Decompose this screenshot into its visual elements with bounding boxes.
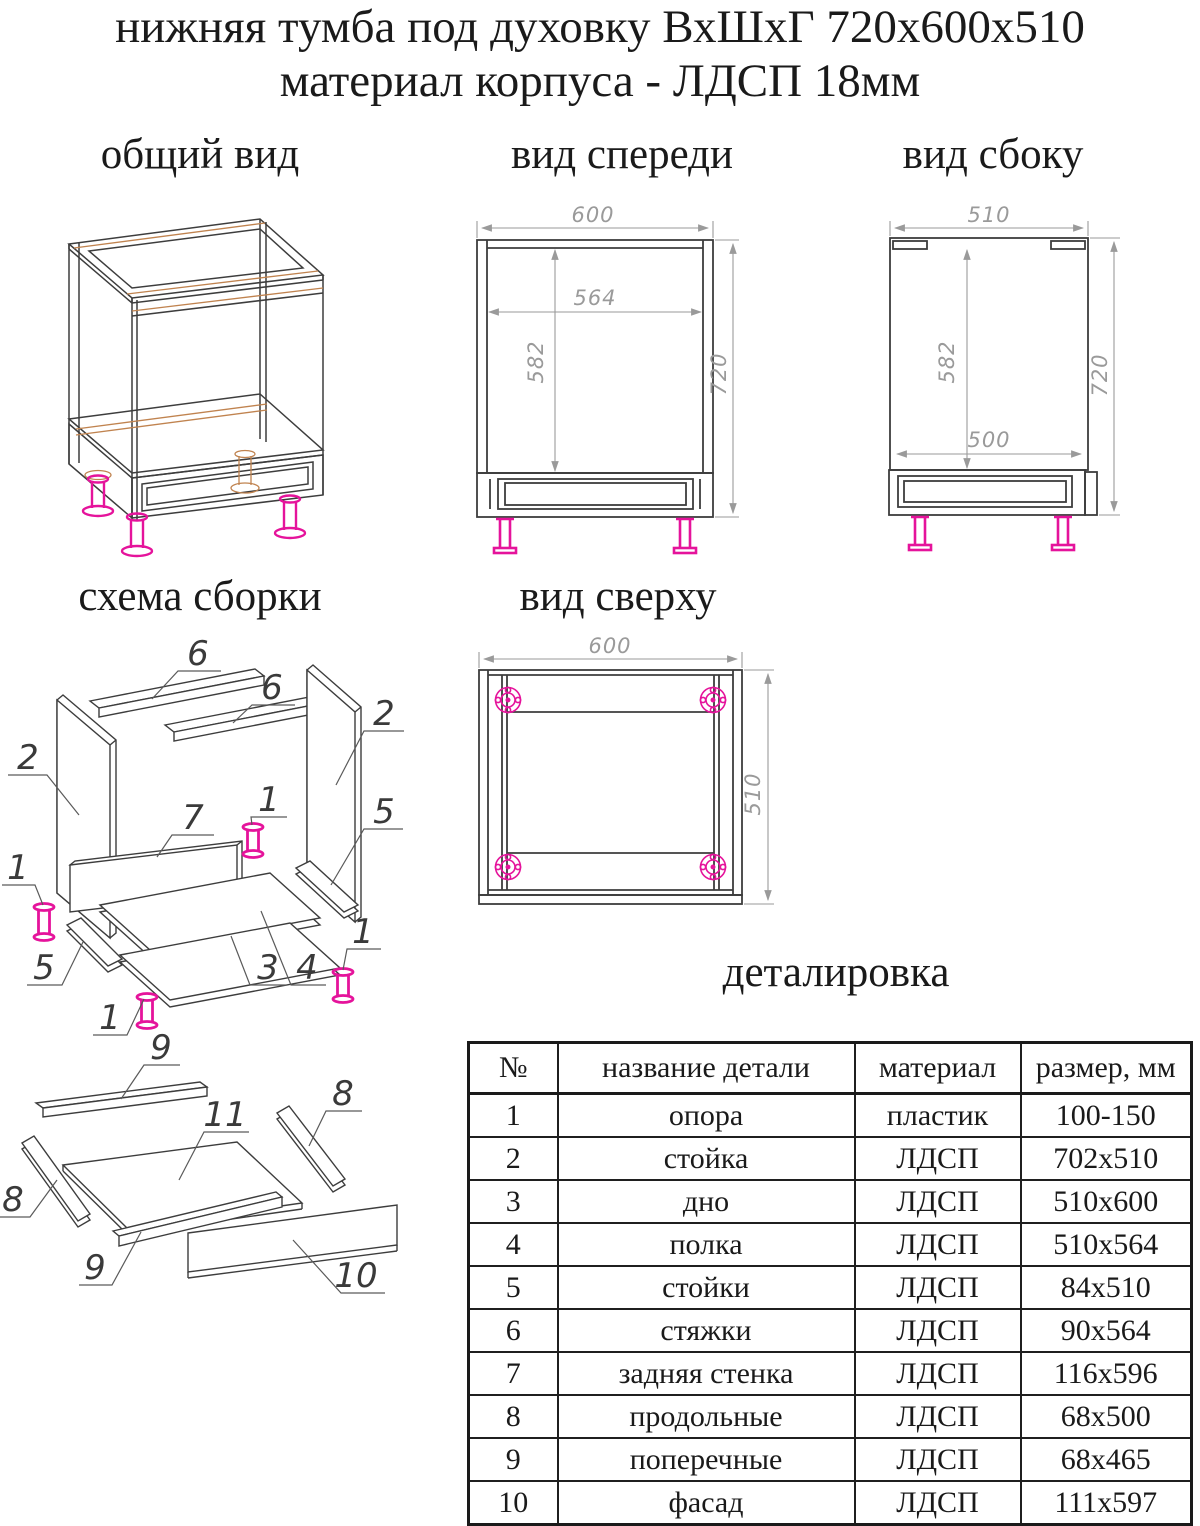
cell-size: 111x597: [1021, 1481, 1192, 1525]
cell-name: опора: [558, 1094, 855, 1138]
cell-material: ЛДСП: [855, 1180, 1021, 1223]
top-view-dim-labels: [588, 634, 765, 816]
dim-side-height: 720: [1088, 353, 1112, 397]
callout-7: 7: [182, 798, 204, 838]
cell-name: дно: [558, 1180, 855, 1223]
callout-1b: 1: [99, 998, 121, 1038]
cell-name: поперечные: [558, 1438, 855, 1481]
dim-front-width: 600: [571, 203, 615, 227]
cell-size: 68x500: [1021, 1395, 1192, 1438]
top-view-drawing: [452, 626, 792, 921]
cell-size: 116x596: [1021, 1352, 1192, 1395]
col-header-name: название детали: [558, 1043, 855, 1094]
cell-material: ЛДСП: [855, 1481, 1021, 1525]
section-title-detail: деталировка: [722, 949, 950, 996]
leg-mount: [700, 854, 725, 879]
section-title-front: вид спереди: [510, 131, 734, 178]
cell-size: 100-150: [1021, 1094, 1192, 1138]
table-row: [469, 1309, 1192, 1352]
cell-material: ЛДСП: [855, 1137, 1021, 1180]
dim-front-inner-width: 564: [573, 286, 617, 310]
callout-11: 11: [203, 1095, 247, 1135]
front-view-legs: [494, 519, 696, 553]
cell-name: стойка: [558, 1137, 855, 1180]
cell-size: 90x564: [1021, 1309, 1192, 1352]
leg: [137, 994, 157, 1029]
leg: [494, 519, 516, 553]
dim-side-bottom-depth: 500: [967, 428, 1011, 452]
cell-name: фасад: [558, 1481, 855, 1525]
general-view-drawing: [30, 200, 400, 575]
col-header-size: размер, мм: [1021, 1043, 1192, 1094]
cell-name: полка: [558, 1223, 855, 1266]
assembly-diagram-drawing: [0, 625, 450, 1325]
callout-1l: 1: [7, 848, 29, 888]
cabinet-wireframe: [69, 219, 323, 520]
table-row: [469, 1223, 1192, 1266]
callout-5r: 5: [373, 792, 395, 832]
callout-9b: 9: [84, 1248, 106, 1288]
cell-material: пластик: [855, 1094, 1021, 1138]
cell-size: 68x465: [1021, 1438, 1192, 1481]
leg-mount: [495, 687, 520, 712]
cell-num: 10: [469, 1481, 558, 1525]
callout-8l: 8: [2, 1180, 24, 1220]
cell-num: 5: [469, 1266, 558, 1309]
cell-num: 4: [469, 1223, 558, 1266]
cell-material: ЛДСП: [855, 1223, 1021, 1266]
front-view-outline: [477, 240, 713, 517]
cell-num: 1: [469, 1094, 558, 1138]
side-view-legs: [909, 517, 1074, 550]
leg-mount: [700, 687, 725, 712]
callout-2l: 2: [17, 738, 39, 778]
leg: [275, 496, 305, 539]
leg: [333, 969, 353, 1003]
dim-top-depth: 510: [741, 772, 765, 816]
cell-num: 3: [469, 1180, 558, 1223]
callout-1r: 1: [352, 912, 374, 952]
leg: [909, 517, 931, 550]
leg: [1052, 517, 1074, 550]
top-view-dimension-lines: [479, 652, 774, 904]
assembly-parts: [22, 665, 397, 1278]
cell-name: стойки: [558, 1266, 855, 1309]
leg: [674, 519, 696, 553]
callout-1a: 1: [258, 780, 280, 820]
section-title-side: вид сбоку: [902, 131, 1084, 178]
part-longitudinal-strip: [277, 1106, 345, 1192]
callout-10: 10: [334, 1256, 378, 1296]
cell-num: 7: [469, 1352, 558, 1395]
cabinet-legs: [83, 476, 305, 557]
page-title-line1: нижняя тумба под духовку ВхШхГ 720x600x510: [115, 1, 1085, 53]
callout-6a: 6: [187, 634, 209, 674]
front-view-drawing: [455, 192, 755, 570]
section-title-top: вид сверху: [519, 573, 717, 620]
dim-top-width: 600: [588, 634, 632, 658]
side-view-drawing: [858, 192, 1138, 570]
leg: [243, 824, 263, 858]
parts-table: [467, 1041, 1193, 1526]
part-cross-bar: [36, 1082, 207, 1117]
dim-side-depth: 510: [967, 203, 1011, 227]
side-view-outline: [889, 238, 1097, 515]
leg: [122, 514, 152, 557]
leg: [83, 476, 113, 517]
col-header-material: материал: [855, 1043, 1021, 1094]
cell-num: 9: [469, 1438, 558, 1481]
table-row: [469, 1438, 1192, 1481]
table-row: [469, 1094, 1192, 1138]
top-view-leg-mounts: [495, 687, 725, 879]
callout-4: 4: [296, 948, 318, 988]
cell-material: ЛДСП: [855, 1352, 1021, 1395]
cell-name: продольные: [558, 1395, 855, 1438]
callout-5l: 5: [33, 948, 55, 988]
cell-size: 702x510: [1021, 1137, 1192, 1180]
table-row: [469, 1481, 1192, 1525]
callout-3: 3: [257, 948, 279, 988]
callout-9a: 9: [150, 1028, 172, 1068]
dim-front-height: 720: [707, 352, 731, 396]
table-row: [469, 1180, 1192, 1223]
leg-mount: [495, 854, 520, 879]
table-row: [469, 1352, 1192, 1395]
cell-material: ЛДСП: [855, 1438, 1021, 1481]
callout-8r: 8: [332, 1074, 354, 1114]
page-title-line2: материал корпуса - ЛДСП 18мм: [279, 55, 921, 107]
cell-num: 6: [469, 1309, 558, 1352]
part-stretcher-bar: [90, 669, 264, 717]
callout-6b: 6: [261, 668, 283, 708]
table-row: [469, 1137, 1192, 1180]
col-header-num: №: [469, 1043, 558, 1094]
table-row: [469, 1395, 1192, 1438]
dim-side-inner-height: 582: [935, 340, 959, 384]
parts-table-header-row: [469, 1043, 1192, 1094]
callout-2r: 2: [373, 694, 395, 734]
cell-num: 2: [469, 1137, 558, 1180]
cell-material: ЛДСП: [855, 1266, 1021, 1309]
cell-size: 510x600: [1021, 1180, 1192, 1223]
cell-material: ЛДСП: [855, 1395, 1021, 1438]
section-title-assembly: схема сборки: [78, 573, 322, 620]
hidden-lines: [74, 223, 323, 493]
cell-size: 84x510: [1021, 1266, 1192, 1309]
cell-name: задняя стенка: [558, 1352, 855, 1395]
dim-front-inner-height: 582: [524, 340, 548, 384]
leg: [34, 904, 54, 941]
cell-num: 8: [469, 1395, 558, 1438]
cell-size: 510x564: [1021, 1223, 1192, 1266]
table-row: [469, 1266, 1192, 1309]
cell-name: стяжки: [558, 1309, 855, 1352]
section-title-general: общий вид: [100, 131, 300, 178]
cell-material: ЛДСП: [855, 1309, 1021, 1352]
